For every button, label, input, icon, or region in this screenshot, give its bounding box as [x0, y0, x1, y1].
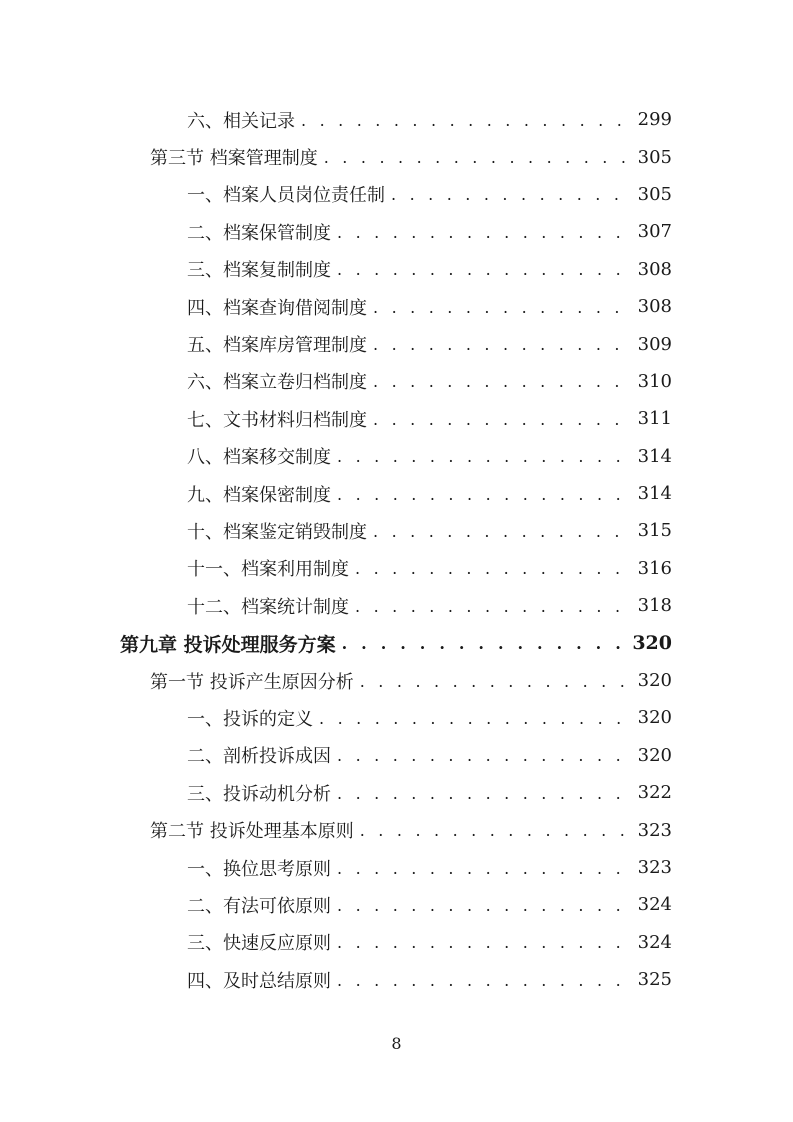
toc-entry-title: 四、及时总结原则	[187, 970, 331, 992]
dot-leader	[319, 711, 632, 727]
toc-page-number: 324	[637, 894, 672, 916]
page-number: 8	[391, 1034, 402, 1053]
toc-item-row[interactable]	[0, 737, 793, 774]
toc-item-row[interactable]	[0, 886, 793, 923]
toc-entry-title: 第二节 投诉处理基本原则	[150, 821, 354, 843]
toc-page-number: 308	[637, 296, 672, 318]
toc-page-number: 310	[637, 370, 672, 392]
toc-entry-title: 六、档案立卷归档制度	[187, 372, 367, 394]
toc-item-row[interactable]	[0, 288, 793, 325]
toc-page-number: 320	[637, 670, 672, 692]
toc-page-number: 314	[637, 445, 672, 467]
toc-page-number: 318	[637, 595, 672, 617]
toc-page-number: 322	[637, 782, 672, 804]
toc-entry-title: 十二、档案统计制度	[187, 596, 349, 618]
toc-item-row[interactable]	[0, 550, 793, 587]
dot-leader	[337, 487, 632, 503]
toc-item-row[interactable]	[0, 363, 793, 400]
toc-page-number: 314	[637, 483, 672, 505]
toc-entry-title: 三、投诉动机分析	[187, 783, 331, 805]
toc-entry-title: 一、换位思考原则	[187, 858, 331, 880]
toc-page-number: 315	[637, 520, 672, 542]
toc-page-number: 309	[637, 333, 672, 355]
toc-item-row[interactable]	[0, 774, 793, 811]
toc-page-number: 305	[637, 183, 672, 205]
dot-leader	[337, 225, 632, 241]
dot-leader	[337, 449, 632, 465]
toc-entry-title: 九、档案保密制度	[187, 484, 331, 506]
toc-entry-title: 第三节 档案管理制度	[150, 148, 318, 170]
dot-leader	[373, 374, 632, 390]
toc-page-number: 323	[637, 857, 672, 878]
toc-page-number: 320	[632, 632, 672, 655]
toc-item-row[interactable]	[0, 101, 793, 138]
dot-leader	[391, 187, 632, 203]
toc-entry-title: 十一、档案利用制度	[187, 559, 349, 581]
toc-page-number: 308	[637, 258, 672, 280]
toc-entry-title: 三、档案复制制度	[187, 260, 331, 282]
dot-leader	[355, 599, 632, 615]
toc-item-row[interactable]	[0, 924, 793, 961]
toc-page-number: 320	[637, 744, 672, 766]
toc-chapter-row[interactable]	[0, 624, 793, 661]
dot-leader	[342, 636, 627, 652]
toc-entry-title: 二、剖析投诉成因	[187, 746, 331, 768]
toc-item-row[interactable]	[0, 512, 793, 549]
dot-leader	[373, 524, 632, 540]
toc-entry-title: 第一节 投诉产生原因分析	[150, 671, 354, 693]
toc-item-row[interactable]	[0, 587, 793, 624]
dot-leader	[373, 337, 632, 353]
table-of-contents	[0, 101, 793, 998]
dot-leader	[337, 935, 632, 951]
toc-item-row[interactable]	[0, 475, 793, 512]
dot-leader	[360, 823, 632, 839]
toc-item-row[interactable]	[0, 251, 793, 288]
toc-page-number: 307	[637, 221, 672, 243]
dot-leader	[360, 674, 632, 690]
dot-leader	[337, 861, 632, 877]
dot-leader	[337, 262, 632, 278]
dot-leader	[324, 150, 632, 166]
toc-item-row[interactable]	[0, 849, 793, 886]
toc-entry-title: 一、档案人员岗位责任制	[187, 185, 385, 207]
toc-section-row[interactable]	[0, 811, 793, 848]
toc-page-number: 320	[637, 707, 672, 729]
toc-item-row[interactable]	[0, 176, 793, 213]
toc-entry-title: 五、档案库房管理制度	[187, 335, 367, 357]
toc-item-row[interactable]	[0, 213, 793, 250]
toc-entry-title: 二、有法可依原则	[187, 895, 331, 917]
dot-leader	[355, 561, 632, 577]
toc-item-row[interactable]	[0, 438, 793, 475]
dot-leader	[373, 412, 632, 428]
dot-leader	[337, 973, 632, 989]
toc-item-row[interactable]	[0, 400, 793, 437]
toc-entry-title: 八、档案移交制度	[187, 447, 331, 469]
toc-section-row[interactable]	[0, 138, 793, 175]
toc-item-row[interactable]	[0, 325, 793, 362]
toc-entry-title: 六、相关记录	[187, 110, 295, 132]
toc-item-row[interactable]	[0, 961, 793, 998]
toc-page-number: 325	[637, 969, 672, 991]
toc-page-number: 305	[637, 146, 672, 168]
toc-page-number: 311	[637, 408, 672, 430]
dot-leader	[337, 898, 632, 914]
toc-entry-title: 二、档案保管制度	[187, 222, 331, 244]
toc-entry-title: 三、快速反应原则	[187, 933, 331, 955]
toc-entry-title: 十、档案鉴定销毁制度	[187, 521, 367, 543]
toc-item-row[interactable]	[0, 699, 793, 736]
toc-entry-title: 四、档案查询借阅制度	[187, 297, 367, 319]
toc-section-row[interactable]	[0, 662, 793, 699]
toc-page-number: 316	[637, 557, 672, 579]
toc-entry-title: 一、投诉的定义	[187, 708, 313, 730]
toc-entry-title: 第九章 投诉处理服务方案	[120, 633, 336, 656]
dot-leader	[337, 748, 632, 764]
toc-page-number: 299	[637, 109, 672, 131]
toc-entry-title: 七、文书材料归档制度	[187, 409, 367, 431]
toc-page-number: 324	[637, 931, 672, 953]
toc-page-number: 323	[637, 819, 672, 841]
dot-leader	[337, 786, 632, 802]
dot-leader	[301, 113, 632, 129]
dot-leader	[373, 300, 632, 316]
